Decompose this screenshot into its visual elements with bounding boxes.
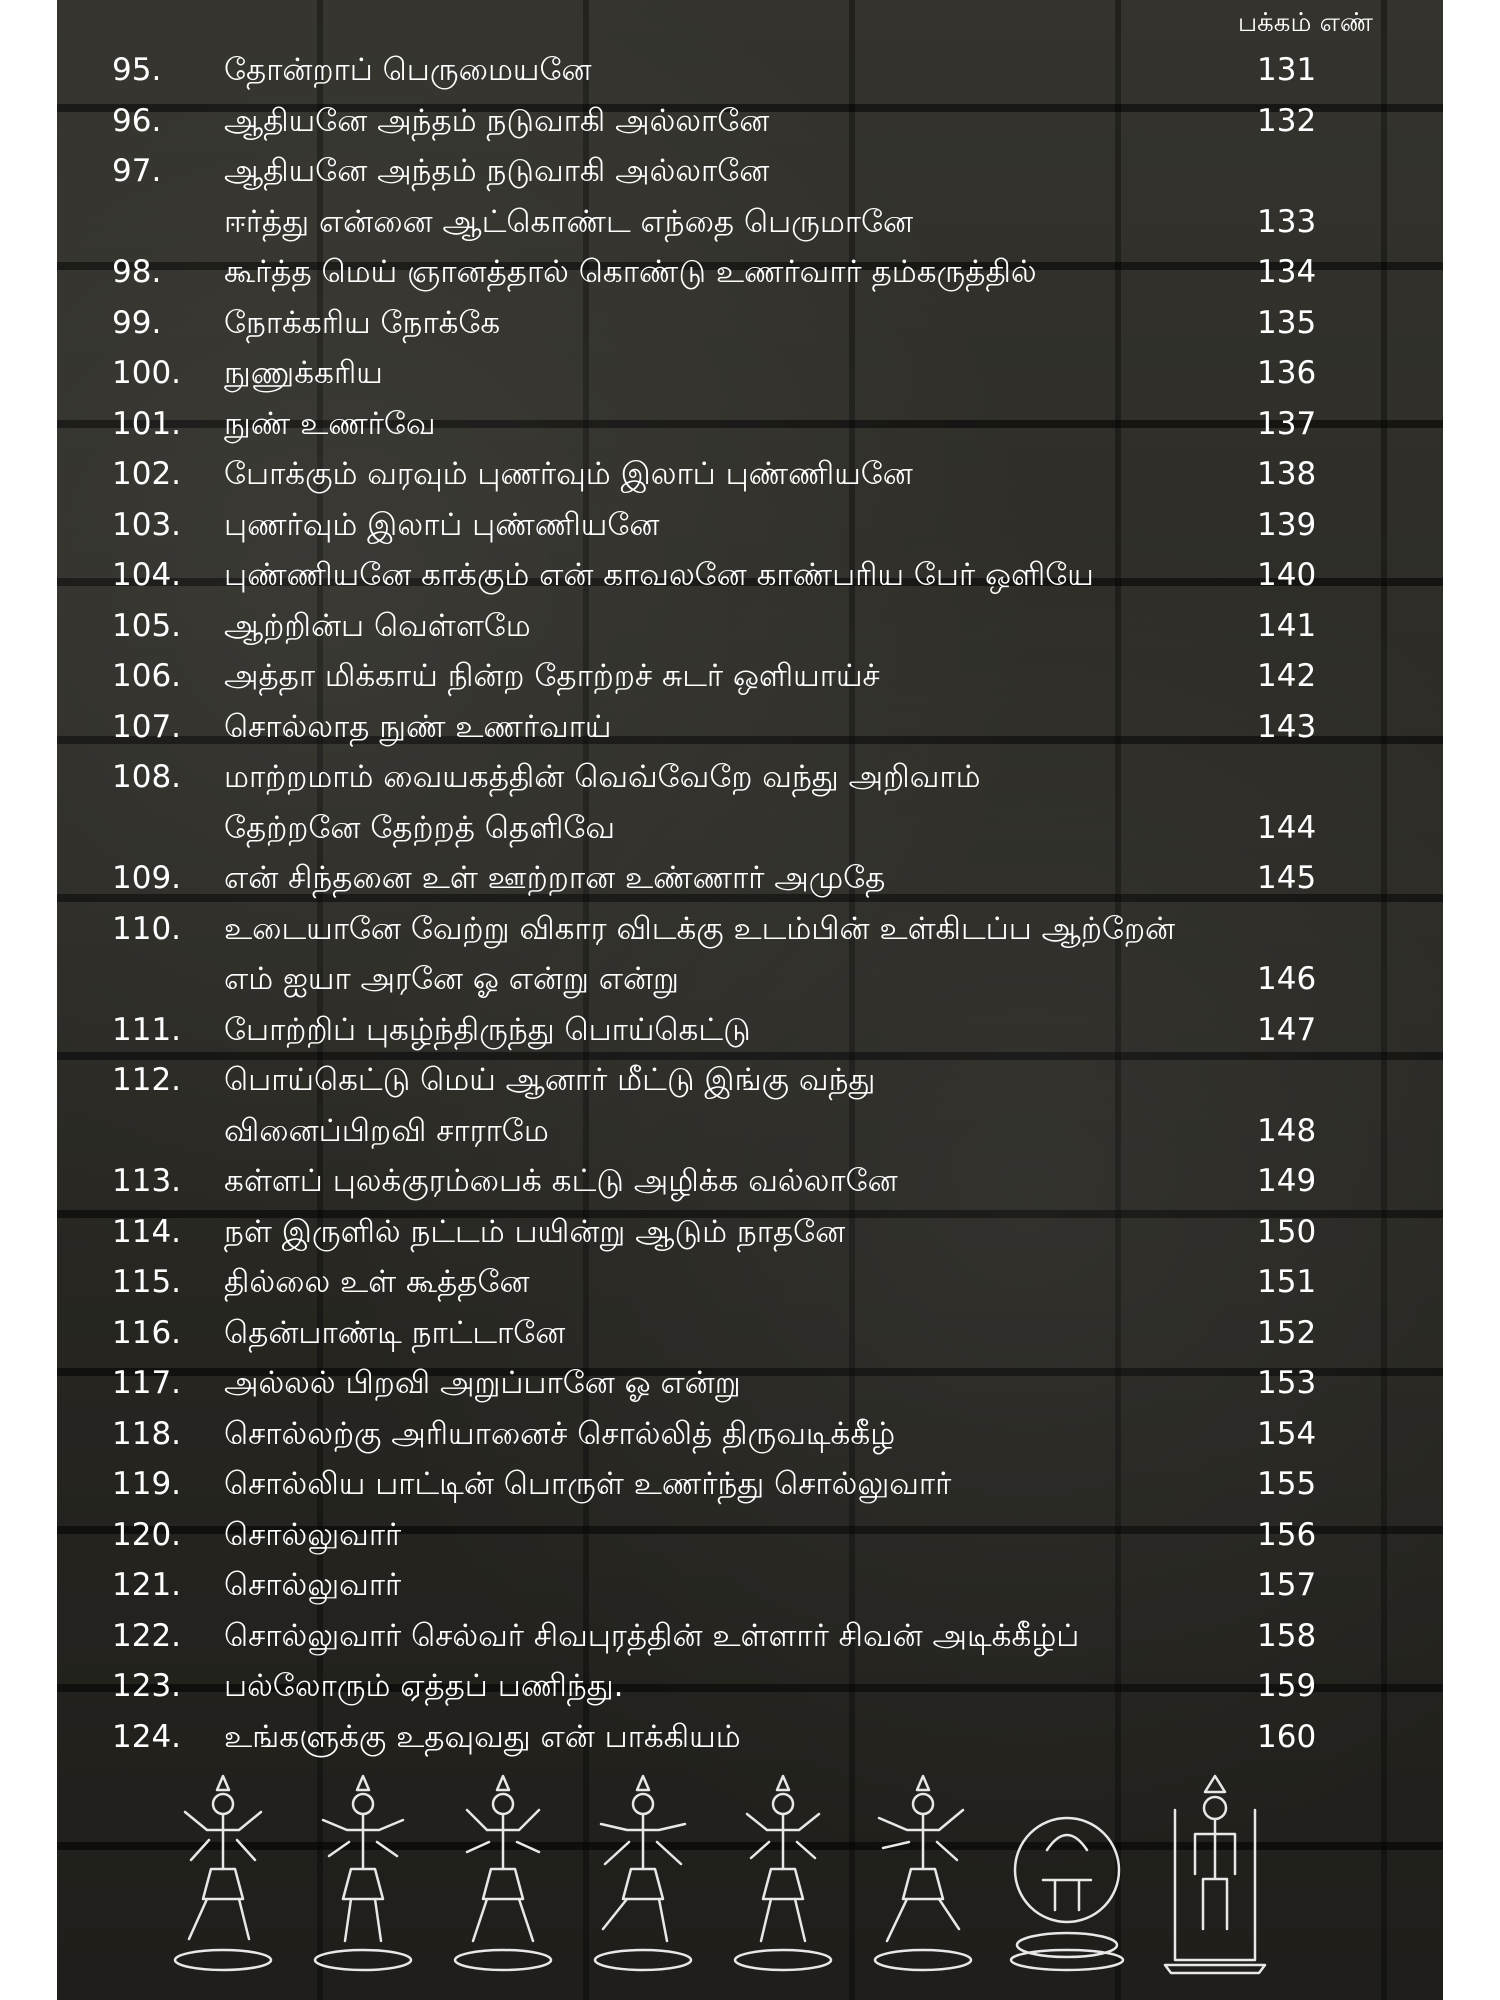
dancing-deity-figure-3 bbox=[455, 1776, 551, 1970]
dancing-deity-figure-4 bbox=[595, 1776, 691, 1970]
seated-deity-figure bbox=[1011, 1818, 1123, 1970]
entry-number: 113. bbox=[112, 1163, 182, 1199]
page-number-header: பக்கம் எண் bbox=[1237, 8, 1373, 38]
entry-page-number: 139 bbox=[1257, 506, 1317, 543]
entry-title: புணர்வும் இலாப் புண்ணியனே bbox=[224, 506, 660, 543]
entry-number: 106. bbox=[112, 658, 182, 694]
entry-number: 124. bbox=[112, 1718, 182, 1755]
entry-page-number: 142 bbox=[1257, 658, 1317, 694]
contents-row bbox=[57, 1358, 1443, 1409]
entry-page-number: 136 bbox=[1257, 355, 1317, 391]
dancing-deity-figure-5 bbox=[735, 1776, 831, 1970]
entry-title: போற்றிப் புகழ்ந்திருந்து பொய்கெட்டு bbox=[224, 1011, 751, 1048]
entry-number: 110. bbox=[112, 910, 182, 947]
dancing-deity-figure-6 bbox=[875, 1776, 971, 1970]
entry-page-number: 155 bbox=[1257, 1466, 1317, 1502]
contents-row bbox=[57, 45, 1443, 96]
entry-title: புண்ணியனே காக்கும் என் காவலனே காண்பரிய பேர் ஒளியே bbox=[224, 557, 1094, 593]
contents-row bbox=[57, 1106, 1443, 1157]
entry-number: 119. bbox=[112, 1466, 182, 1502]
entry-title: ஆற்றின்ப வெள்ளமே bbox=[224, 607, 531, 644]
entry-number: 95. bbox=[112, 52, 162, 88]
entry-page-number: 152 bbox=[1257, 1314, 1317, 1351]
entry-title: அல்லல் பிறவி அறுப்பானே ஓ என்று bbox=[224, 1365, 741, 1401]
entry-title: அத்தா மிக்காய் நின்ற தோற்றச் சுடர் ஒளியாய்ச் bbox=[224, 658, 880, 694]
entry-page-number: 153 bbox=[1257, 1365, 1317, 1401]
contents-row bbox=[57, 197, 1443, 248]
entry-number: 102. bbox=[112, 456, 182, 492]
deity-figures-strip bbox=[147, 1770, 1347, 1980]
entry-page-number: 141 bbox=[1257, 607, 1317, 644]
contents-row bbox=[57, 651, 1443, 702]
dancing-deity-figure-1 bbox=[175, 1776, 271, 1970]
entry-number: 122. bbox=[112, 1617, 182, 1654]
entry-title: தில்லை உள் கூத்தனே bbox=[224, 1264, 530, 1300]
contents-row bbox=[57, 1661, 1443, 1712]
entry-title: தோன்றாப் பெருமையனே bbox=[224, 52, 592, 88]
entry-page-number: 150 bbox=[1257, 1213, 1317, 1250]
dancing-deity-figure-2 bbox=[315, 1776, 411, 1970]
entry-number: 104. bbox=[112, 557, 182, 593]
entry-number: 109. bbox=[112, 860, 182, 896]
contents-row bbox=[57, 146, 1443, 197]
entry-title: ஈர்த்து என்னை ஆட்கொண்ட எந்தை பெருமானே bbox=[224, 203, 914, 240]
entry-page-number: 146 bbox=[1257, 961, 1317, 997]
entry-page-number: 160 bbox=[1257, 1718, 1317, 1755]
contents-list bbox=[57, 45, 1443, 1762]
contents-row bbox=[57, 1712, 1443, 1763]
contents-row bbox=[57, 803, 1443, 854]
contents-row bbox=[57, 752, 1443, 803]
entry-number: 108. bbox=[112, 759, 182, 795]
contents-row bbox=[57, 1409, 1443, 1460]
entry-title: கூர்த்த மெய் ஞானத்தால் கொண்டு உணர்வார் தம்கருத்தில் bbox=[224, 254, 1037, 290]
entry-title: தேற்றனே தேற்றத் தெளிவே bbox=[224, 809, 616, 846]
contents-row bbox=[57, 1560, 1443, 1611]
entry-page-number: 133 bbox=[1257, 203, 1317, 240]
entry-title: ஆதியனே அந்தம் நடுவாகி அல்லானே bbox=[224, 153, 770, 189]
entry-title: பொய்கெட்டு மெய் ஆனார் மீட்டு இங்கு வந்து bbox=[224, 1062, 876, 1098]
entry-title: எம் ஐயா அரனே ஓ என்று என்று bbox=[224, 961, 679, 997]
entry-page-number: 149 bbox=[1257, 1163, 1317, 1199]
contents-row bbox=[57, 1207, 1443, 1258]
entry-title: உடையானே வேற்று விகார விடக்கு உடம்பின் உள்கிடப்ப ஆற்றேன் bbox=[224, 910, 1176, 947]
entry-page-number: 148 bbox=[1257, 1112, 1317, 1149]
contents-row bbox=[57, 550, 1443, 601]
contents-row bbox=[57, 1005, 1443, 1056]
entry-number: 116. bbox=[112, 1314, 182, 1351]
entry-page-number: 144 bbox=[1257, 809, 1317, 846]
entry-number: 123. bbox=[112, 1668, 182, 1704]
contents-row bbox=[57, 853, 1443, 904]
entry-title: மாற்றமாம் வையகத்தின் வெவ்வேறே வந்து அறிவாம் bbox=[224, 759, 981, 795]
entry-page-number: 159 bbox=[1257, 1668, 1317, 1704]
entry-title: தென்பாண்டி நாட்டானே bbox=[224, 1314, 566, 1351]
entry-title: சொல்லுவார் செல்வர் சிவபுரத்தின் உள்ளார் சிவன் அடிக்கீழ்ப் bbox=[224, 1617, 1080, 1654]
entry-number: 96. bbox=[112, 102, 162, 139]
contents-row bbox=[57, 399, 1443, 450]
contents-row bbox=[57, 500, 1443, 551]
entry-page-number: 132 bbox=[1257, 102, 1317, 139]
entry-page-number: 131 bbox=[1257, 52, 1317, 88]
contents-row bbox=[57, 601, 1443, 652]
contents-row bbox=[57, 1156, 1443, 1207]
entry-page-number: 143 bbox=[1257, 708, 1317, 745]
entry-number: 103. bbox=[112, 506, 182, 543]
entry-title: ஆதியனே அந்தம் நடுவாகி அல்லானே bbox=[224, 102, 770, 139]
contents-row bbox=[57, 1055, 1443, 1106]
entry-number: 101. bbox=[112, 405, 182, 442]
entry-title: நோக்கரிய நோக்கே bbox=[224, 304, 501, 341]
entry-number: 115. bbox=[112, 1264, 182, 1300]
entry-number: 107. bbox=[112, 708, 182, 745]
entry-number: 117. bbox=[112, 1365, 182, 1401]
contents-row bbox=[57, 1257, 1443, 1308]
contents-row bbox=[57, 348, 1443, 399]
entry-title: போக்கும் வரவும் புணர்வும் இலாப் புண்ணியனே bbox=[224, 456, 913, 492]
standing-deity-figure bbox=[1165, 1776, 1265, 1973]
entry-title: நுண் உணர்வே bbox=[224, 405, 436, 442]
entry-number: 121. bbox=[112, 1567, 182, 1603]
entry-number: 97. bbox=[112, 153, 162, 189]
contents-row bbox=[57, 904, 1443, 955]
entry-title: உங்களுக்கு உதவுவது என் பாக்கியம் bbox=[224, 1718, 741, 1755]
entry-page-number: 138 bbox=[1257, 456, 1317, 492]
entry-number: 99. bbox=[112, 304, 162, 341]
entry-number: 105. bbox=[112, 607, 182, 644]
entry-number: 98. bbox=[112, 254, 162, 290]
entry-page-number: 135 bbox=[1257, 304, 1317, 341]
entry-title: சொல்லுவார் bbox=[224, 1516, 402, 1553]
entry-page-number: 145 bbox=[1257, 860, 1317, 896]
contents-row bbox=[57, 954, 1443, 1005]
entry-page-number: 156 bbox=[1257, 1516, 1317, 1553]
entry-number: 120. bbox=[112, 1516, 182, 1553]
entry-page-number: 154 bbox=[1257, 1415, 1317, 1452]
entry-title: சொல்லுவார் bbox=[224, 1567, 402, 1603]
contents-row bbox=[57, 1308, 1443, 1359]
entry-title: நுணுக்கரிய bbox=[224, 355, 383, 391]
contents-row bbox=[57, 702, 1443, 753]
contents-row bbox=[57, 1510, 1443, 1561]
contents-row bbox=[57, 1459, 1443, 1510]
entry-page-number: 151 bbox=[1257, 1264, 1317, 1300]
contents-row bbox=[57, 298, 1443, 349]
entry-page-number: 147 bbox=[1257, 1011, 1317, 1048]
entry-title: என் சிந்தனை உள் ஊற்றான உண்ணார் அமுதே bbox=[224, 860, 886, 896]
entry-title: வினைப்பிறவி சாராமே bbox=[224, 1112, 549, 1149]
entry-title: சொல்லிய பாட்டின் பொருள் உணர்ந்து சொல்லுவார் bbox=[224, 1466, 952, 1502]
entry-number: 100. bbox=[112, 355, 182, 391]
entry-number: 111. bbox=[112, 1011, 182, 1048]
contents-row bbox=[57, 247, 1443, 298]
entry-number: 118. bbox=[112, 1415, 182, 1452]
contents-row bbox=[57, 1611, 1443, 1662]
contents-row bbox=[57, 449, 1443, 500]
entry-page-number: 157 bbox=[1257, 1567, 1317, 1603]
entry-number: 112. bbox=[112, 1062, 182, 1098]
entry-page-number: 137 bbox=[1257, 405, 1317, 442]
entry-number: 114. bbox=[112, 1213, 182, 1250]
entry-title: கள்ளப் புலக்குரம்பைக் கட்டு அழிக்க வல்லானே bbox=[224, 1163, 898, 1199]
contents-row bbox=[57, 96, 1443, 147]
entry-page-number: 158 bbox=[1257, 1617, 1317, 1654]
entry-title: நள் இருளில் நட்டம் பயின்று ஆடும் நாதனே bbox=[224, 1213, 846, 1250]
entry-title: சொல்லற்கு அரியானைச் சொல்லித் திருவடிக்கீழ் bbox=[224, 1415, 896, 1452]
entry-page-number: 140 bbox=[1257, 557, 1317, 593]
entry-page-number: 134 bbox=[1257, 254, 1317, 290]
entry-title: சொல்லாத நுண் உணர்வாய் bbox=[224, 708, 612, 745]
book-page bbox=[57, 0, 1443, 2000]
entry-title: பல்லோரும் ஏத்தப் பணிந்து. bbox=[224, 1668, 624, 1704]
